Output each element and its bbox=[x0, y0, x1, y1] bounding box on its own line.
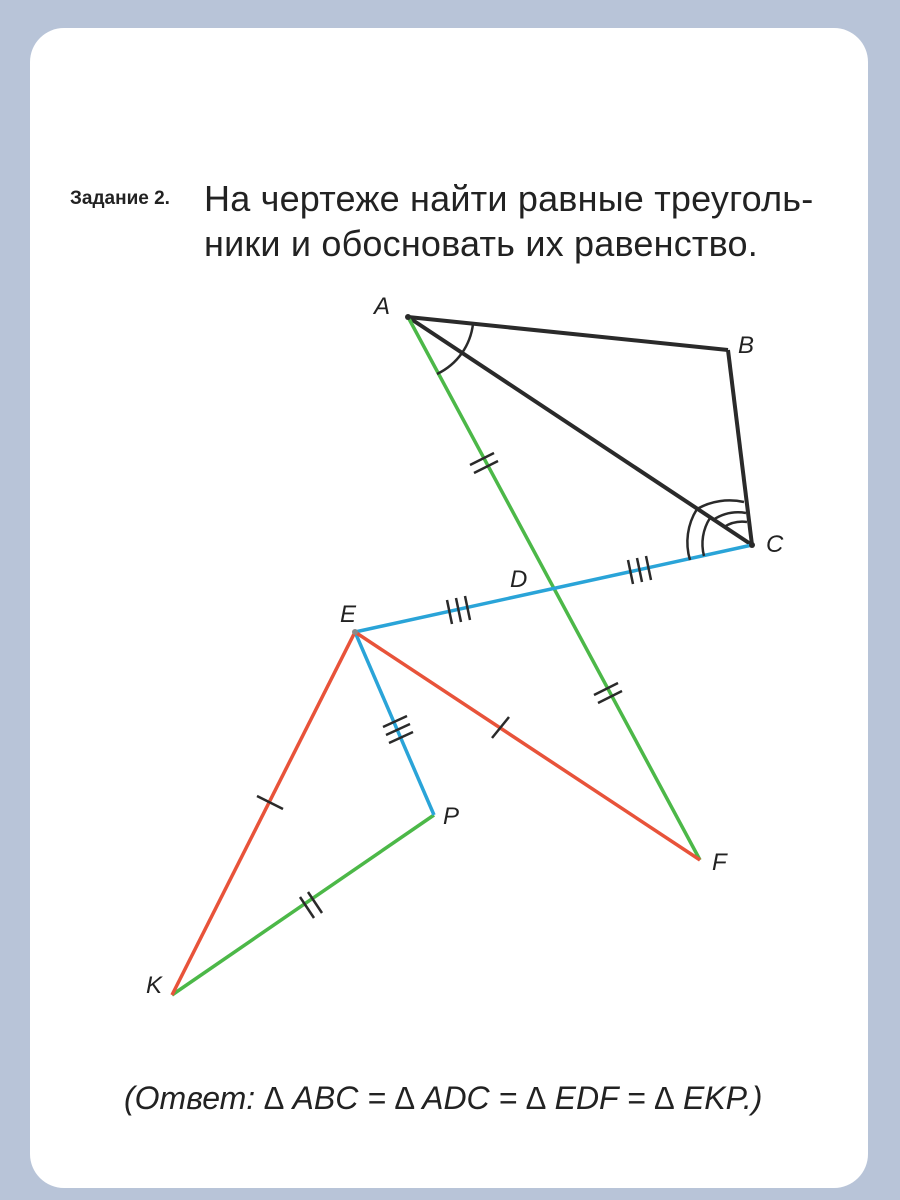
angle-arc-cad bbox=[437, 353, 462, 374]
segment-ab bbox=[408, 317, 728, 350]
label-point-p: P bbox=[443, 803, 460, 830]
segment-ce bbox=[355, 545, 752, 632]
angle-arc-acd-inner bbox=[702, 518, 710, 556]
point-c-dot bbox=[749, 542, 755, 548]
label-point-b: B bbox=[738, 332, 755, 359]
label-point-e: E bbox=[340, 601, 357, 628]
label-point-a: A bbox=[374, 293, 391, 320]
angle-arc-acb-third bbox=[724, 522, 747, 527]
segment-kp bbox=[172, 815, 434, 995]
task-text-line-2: ники и обосновать их равенство. bbox=[204, 223, 758, 264]
label-point-k: K bbox=[146, 972, 163, 999]
angle-arc-bac bbox=[462, 324, 473, 353]
segment-bc bbox=[728, 350, 752, 545]
point-a-dot bbox=[405, 314, 411, 320]
angle-arc-acb-outer bbox=[697, 500, 744, 509]
label-point-d: D bbox=[510, 566, 528, 593]
point-e-dot bbox=[352, 629, 358, 635]
segment-ek bbox=[172, 632, 355, 995]
task-text-line-1: На чертеже найти равные треуголь- bbox=[204, 178, 814, 219]
angle-arc-acb-inner bbox=[713, 512, 746, 520]
segment-ef bbox=[355, 632, 700, 860]
segment-ac bbox=[408, 317, 755, 545]
answer-text: (Ответ: ∆ ABC = ∆ ADC = ∆ EDF = ∆ EKP.) bbox=[124, 1080, 763, 1116]
angle-arc-acd bbox=[687, 509, 697, 560]
task-label: Задание 2. bbox=[70, 188, 170, 209]
label-point-c: C bbox=[766, 531, 784, 558]
tick-ef bbox=[492, 717, 509, 738]
label-point-f: F bbox=[712, 849, 727, 876]
